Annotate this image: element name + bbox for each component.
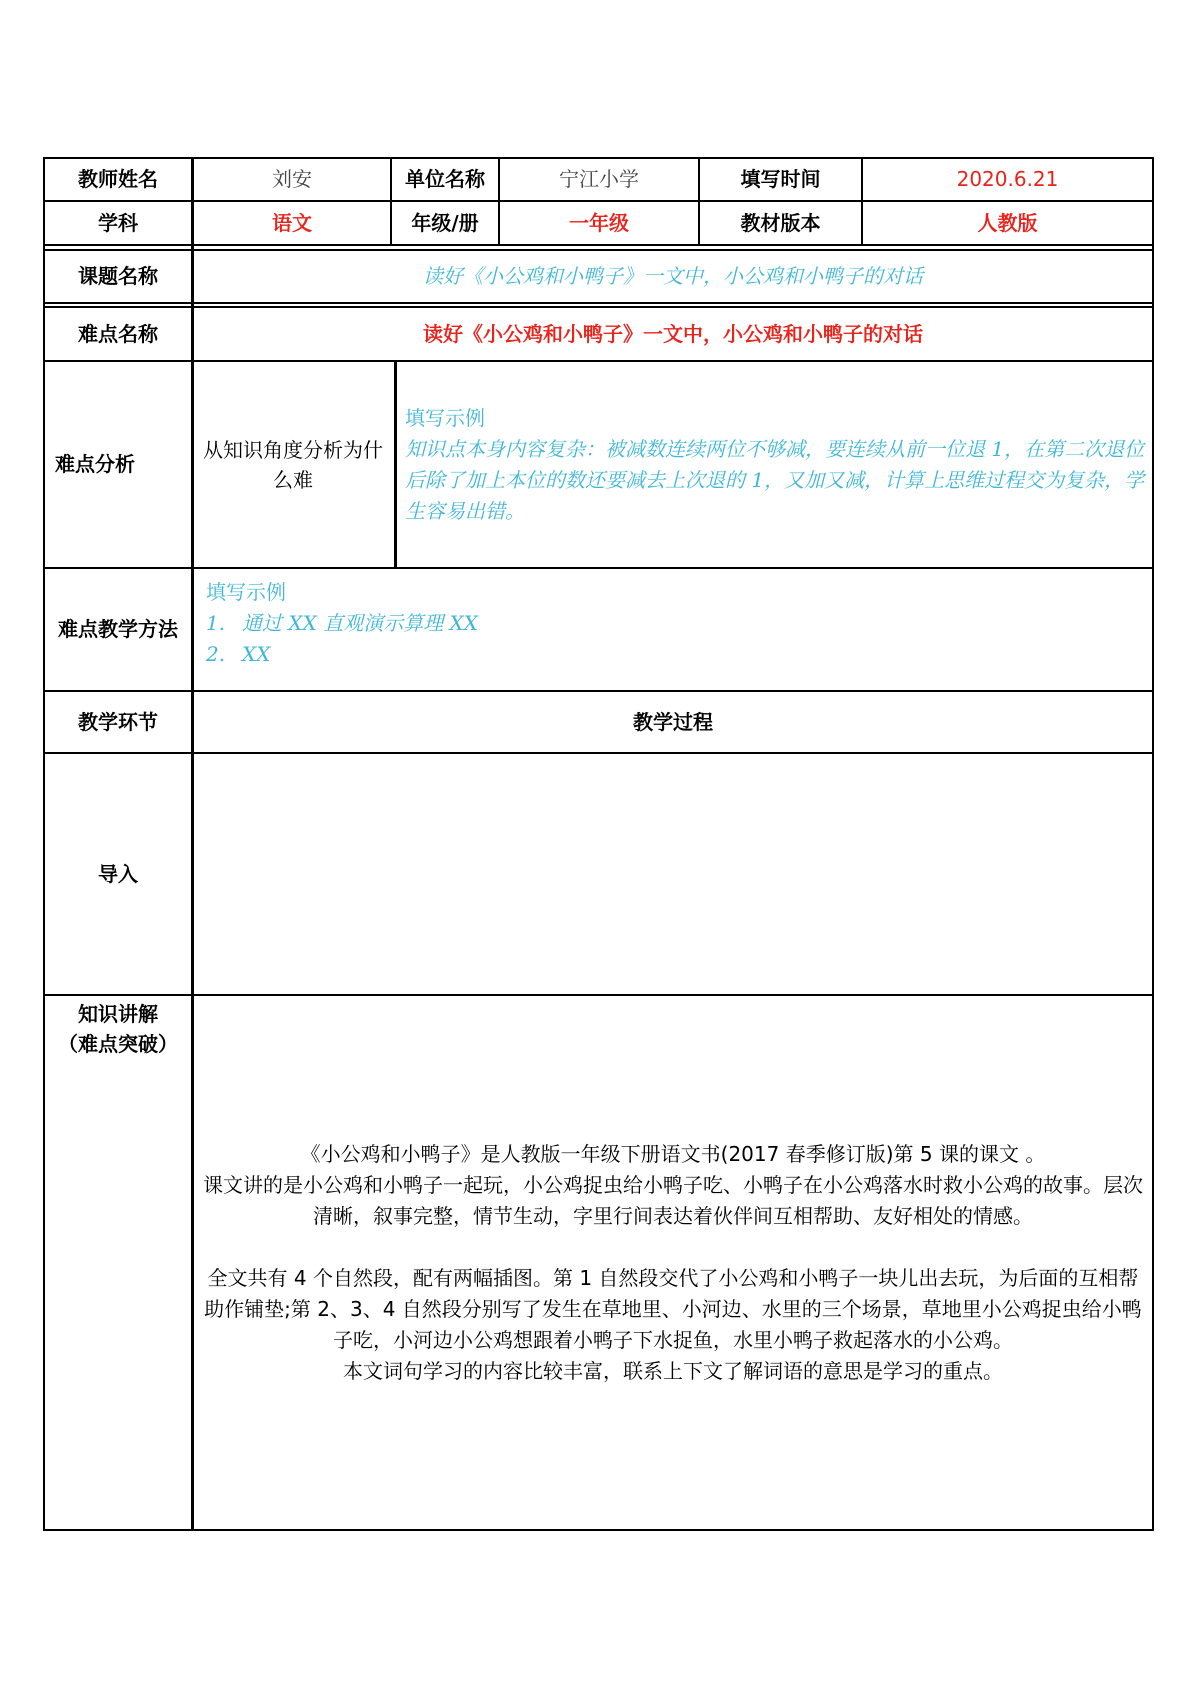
process-header: 教学过程 [633,709,713,734]
subject-label: 学科 [98,210,138,235]
analysis-column-divider [394,360,397,569]
difficulty-label: 难点名称 [78,321,158,346]
row-divider [43,244,1154,246]
subject-value: 语文 [272,210,312,235]
knowledge-label-line2: （难点突破） [58,1032,178,1056]
knowledge-paragraph: 全文共有 4 个自然段，配有两幅插图。第 1 自然段交代了小公鸡和小鸭子一块儿出去玩，为后面的互相帮助作铺垫;第 2、3、4 自然段分别写了发生在草地里、小河边、水里的三个场景，草地里小公鸡捉虫给小鸭子吃，小河边小公鸡想跟着小鸭子下水捉鱼，水里小鸭子救起落水的小公鸡。 [204,1266,1142,1352]
knowledge-paragraph: 本文词句学习的内容比较丰富，联系上下文了解词语的意思是学习的重点。 [343,1359,1003,1383]
analysis-sub-label: 从知识角度分析为什么难 [203,437,383,492]
knowledge-label [45,999,191,1079]
teacher-label: 教师姓名 [78,167,158,191]
method-example [206,577,1106,687]
edition-label: 教材版本 [740,210,821,235]
knowledge-content [199,1139,1147,1399]
table-border-bottom [43,1529,1154,1531]
row-divider [43,994,1154,996]
intro-content [194,754,1152,994]
date-value: 2020.6.21 [956,167,1059,191]
analysis-example-title: 填写示例 [405,406,485,430]
intro-label: 导入 [98,861,138,886]
difficulty-value: 读好《小公鸡和小鸭子》一文中，小公鸡和小鸭子的对话 [423,321,923,346]
method-example-title: 填写示例 [206,580,286,604]
row-divider [43,567,1154,569]
date-label: 填写时间 [740,167,821,191]
stage-header: 教学环节 [78,709,158,734]
lesson-plan-table [43,157,1154,1531]
teacher-value: 刘安 [272,167,312,191]
knowledge-paragraph: 课文讲的是小公鸡和小鸭子一起玩，小公鸡捉虫给小鸭子吃、小鸭子在小公鸡落水时救小公鸡的故事。层次清晰，叙事完整，情节生动，字里行间表达着伙伴间互相帮助、友好相处的情感。 [203,1173,1143,1228]
unit-label: 单位名称 [405,167,485,191]
paragraph-spacer [199,1232,1147,1263]
knowledge-paragraph: 《小公鸡和小鸭子》是人教版一年级下册语文书(2017 春季修订版)第 5 课的课文 。 [300,1142,1046,1166]
analysis-example [405,403,1147,543]
method-list [206,608,1106,670]
topic-value: 读好《小公鸡和小鸭子》一文中，小公鸡和小鸭子的对话 [423,264,923,288]
unit-value: 宁江小学 [559,167,639,191]
list-item: 2. XX [206,642,271,666]
row-divider [43,302,1154,304]
list-item: 1. 通过 XX 直观演示算理 XX [206,611,479,635]
table-border-right [1152,157,1154,1531]
method-label: 难点教学方法 [58,617,178,641]
knowledge-label-line1: 知识讲解 [78,1002,158,1026]
analysis-example-text: 知识点本身内容复杂：被减数连续两位不够减，要连续从前一位退 1，在第二次退位后除了加上本位的数还要减去上次退的 1，又加又减，计算上思维过程交为复杂，学生容易出错。 [405,437,1145,523]
edition-value: 人教版 [977,210,1038,235]
analysis-label: 难点分析 [55,452,135,476]
grade-label: 年级/册 [411,210,479,235]
grade-value: 一年级 [569,210,629,235]
topic-label: 课题名称 [78,264,158,288]
